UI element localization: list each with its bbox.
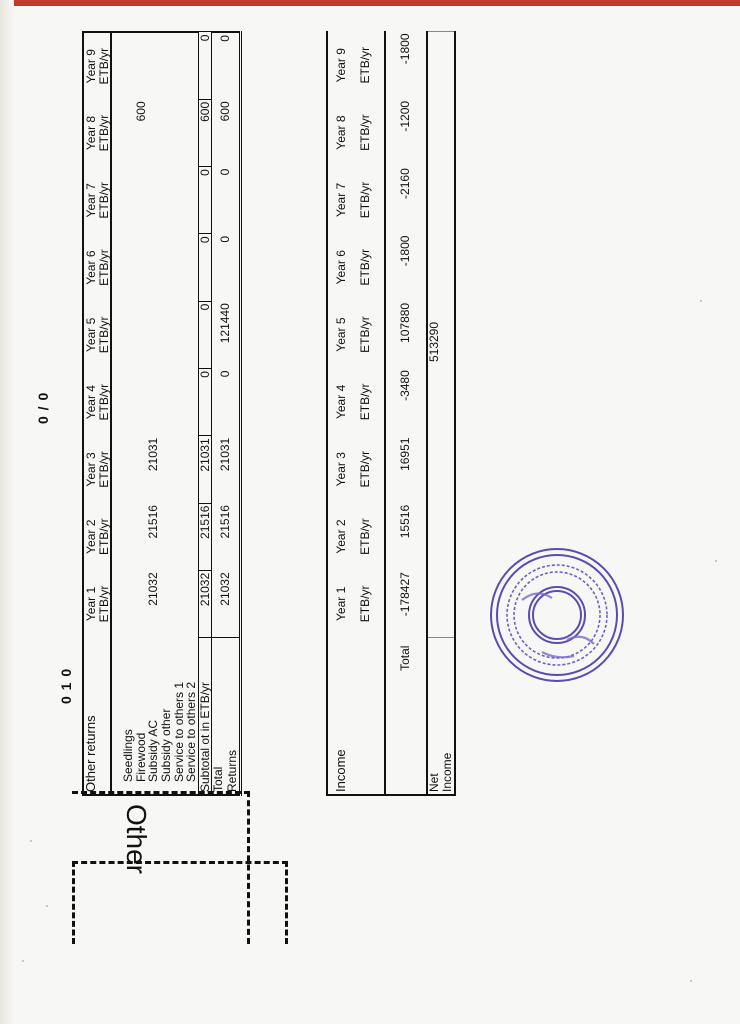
table-row <box>111 32 135 795</box>
value-cell <box>160 301 173 368</box>
table-row <box>327 32 348 796</box>
unit-header: ETB/yr <box>98 32 112 99</box>
row-label: Seedlings <box>111 638 135 795</box>
value-cell <box>185 234 198 301</box>
year-header: Year 5 <box>327 301 348 368</box>
unit-header: ETB/yr <box>98 369 112 436</box>
net-income-label-line2: Income <box>439 752 454 792</box>
value-cell <box>173 436 186 503</box>
value-cell <box>185 369 198 436</box>
table-row <box>173 32 186 795</box>
total-returns-cell: 0 <box>212 369 240 436</box>
value-cell <box>135 369 148 436</box>
income-total-cell: 15516 <box>385 503 427 570</box>
value-cell <box>173 503 186 570</box>
income-total-label: Total <box>385 638 427 795</box>
subtotal-cell: 0 <box>198 32 212 99</box>
unit-header: ETB/yr <box>348 570 385 637</box>
value-cell: 21032 <box>146 572 161 606</box>
income-total-cell: -1200 <box>385 99 427 166</box>
row-label: Service to others 2 <box>185 638 198 795</box>
value-cell <box>135 301 148 368</box>
unit-header: ETB/yr <box>98 301 112 368</box>
value-cell <box>185 167 198 234</box>
table-row <box>83 32 98 795</box>
row-label: Service to others 1 <box>173 638 186 795</box>
value-cell <box>111 167 135 234</box>
value-cell <box>160 167 173 234</box>
other-returns-table <box>82 31 242 796</box>
value-cell <box>185 99 198 166</box>
value-cell <box>173 234 186 301</box>
row-label: Firewood <box>135 638 148 795</box>
year-header: Year 4 <box>83 369 98 436</box>
income-total-cell: 107880 <box>385 301 427 368</box>
table-row <box>427 32 455 796</box>
total-returns-cell: 21031 <box>212 436 240 503</box>
value-cell <box>160 436 173 503</box>
total-returns-cell: 21032 <box>212 570 240 637</box>
total-returns-cell: 0 <box>212 234 240 301</box>
year-header: Year 2 <box>327 503 348 570</box>
value-cell <box>111 234 135 301</box>
unit-header: ETB/yr <box>348 368 385 435</box>
value-cell <box>147 99 160 166</box>
year-header: Year 1 <box>327 570 348 637</box>
year-header: Year 3 <box>327 436 348 503</box>
unit-header: ETB/yr <box>348 32 385 99</box>
unit-header: ETB/yr <box>98 436 112 503</box>
row-label: Subsidy AC <box>147 638 160 795</box>
unit-header: ETB/yr <box>98 570 112 637</box>
value-cell <box>185 32 198 99</box>
unit-header: ETB/yr <box>348 301 385 368</box>
total-returns-label-line1: Total <box>211 766 226 792</box>
subtotal-cell: 0 <box>198 301 212 368</box>
value-cell <box>111 570 135 637</box>
total-returns-cell: 0 <box>212 167 240 234</box>
table-row <box>98 32 112 795</box>
value-cell <box>135 32 148 99</box>
year-header: Year 8 <box>327 99 348 166</box>
unit-header: ETB/yr <box>348 99 385 166</box>
value-cell <box>160 369 173 436</box>
unit-header: ETB/yr <box>348 166 385 233</box>
unit-header: ETB/yr <box>98 99 112 166</box>
income-total-cell: 16951 <box>385 436 427 503</box>
income-total-cell: -3480 <box>385 368 427 435</box>
subtotal-cell: 21516 <box>198 503 212 570</box>
year-header: Year 9 <box>327 32 348 99</box>
total-returns-cell: 0 <box>212 32 240 99</box>
income-header: Income <box>327 638 348 795</box>
year-header: Year 7 <box>83 167 98 234</box>
table-row <box>185 32 198 795</box>
value-cell <box>173 301 186 368</box>
subtotal-cell: 600 <box>198 99 212 166</box>
year-header: Year 6 <box>327 234 348 301</box>
subtotal-cell: 0 <box>198 234 212 301</box>
value-cell <box>185 436 198 503</box>
subtotal-cell: 0 <box>198 167 212 234</box>
year-header: Year 5 <box>83 301 98 368</box>
value-cell <box>147 32 160 99</box>
net-income-value: 513290 <box>427 32 455 638</box>
income-total-cell: -1800 <box>385 32 427 99</box>
blank-cell <box>98 638 112 795</box>
dashed-frame-inner <box>72 791 250 944</box>
subtotal-row <box>198 32 212 795</box>
table-row <box>160 32 173 795</box>
other-returns-header: Other returns <box>83 638 98 795</box>
value-cell: 21031 <box>146 437 161 472</box>
year-header: Year 3 <box>83 436 98 503</box>
value-cell <box>185 570 198 637</box>
table-row <box>147 32 160 795</box>
year-header: Year 8 <box>83 99 98 166</box>
income-table <box>326 31 456 796</box>
other-side-label: Other <box>121 803 152 874</box>
value-cell <box>111 301 135 368</box>
value-cell <box>160 32 173 99</box>
total-returns-cell: 600 <box>212 99 240 166</box>
value-cell <box>173 369 186 436</box>
value-cell: 21516 <box>146 505 161 539</box>
net-income-label <box>427 638 455 795</box>
value-cell <box>160 99 173 166</box>
value-cell <box>160 503 173 570</box>
value-cell: 600 <box>133 101 148 122</box>
unit-header: ETB/yr <box>348 503 385 570</box>
official-stamp-seal <box>482 540 632 690</box>
value-cell <box>147 234 160 301</box>
table-row <box>348 32 385 796</box>
year-header: Year 9 <box>83 32 98 99</box>
value-cell <box>173 32 186 99</box>
income-total-cell: -178427 <box>385 570 427 637</box>
subtotal-cell: 0 <box>198 369 212 436</box>
unit-header: ETB/yr <box>98 503 112 570</box>
table-row <box>385 32 427 796</box>
value-cell <box>173 167 186 234</box>
year-header: Year 1 <box>83 570 98 637</box>
year-header: Year 4 <box>327 368 348 435</box>
year-header: Year 6 <box>83 234 98 301</box>
total-returns-label-line2: Returns <box>224 749 239 792</box>
row-label: Subsidy other <box>160 638 173 795</box>
value-cell <box>135 234 148 301</box>
value-cell <box>147 369 160 436</box>
table-row <box>135 32 148 795</box>
unit-header: ETB/yr <box>348 436 385 503</box>
total-returns-cell: 21516 <box>212 503 240 570</box>
value-cell <box>111 503 135 570</box>
value-cell <box>111 99 135 166</box>
value-cell <box>111 32 135 99</box>
value-cell <box>111 369 135 436</box>
subtotal-cell: 21031 <box>198 436 212 503</box>
year-header: Year 2 <box>83 503 98 570</box>
value-cell <box>173 99 186 166</box>
value-cell <box>147 167 160 234</box>
year-header: Year 7 <box>327 166 348 233</box>
unit-header: ETB/yr <box>348 234 385 301</box>
income-total-cell: -1800 <box>385 234 427 301</box>
income-total-cell: -2160 <box>385 166 427 233</box>
unit-header: ETB/yr <box>98 234 112 301</box>
total-returns-label <box>212 638 240 795</box>
value-cell <box>147 301 160 368</box>
value-cell <box>111 436 135 503</box>
total-returns-row <box>212 32 240 795</box>
net-income-label-line1: Net <box>426 773 441 792</box>
value-cell <box>173 570 186 637</box>
value-cell <box>185 503 198 570</box>
value-cell <box>185 301 198 368</box>
blank-cell <box>348 638 385 795</box>
marker-2: 0 / 0 <box>35 391 51 424</box>
value-cell <box>135 167 148 234</box>
unit-header: ETB/yr <box>98 167 112 234</box>
value-cell <box>160 570 173 637</box>
total-returns-cell: 121440 <box>212 301 240 368</box>
marker-1: 0 1 0 <box>58 667 74 704</box>
value-cell <box>160 234 173 301</box>
subtotal-cell: 21032 <box>198 570 212 637</box>
subtotal-label: Subtotal ot in ETB/yr <box>198 638 212 795</box>
